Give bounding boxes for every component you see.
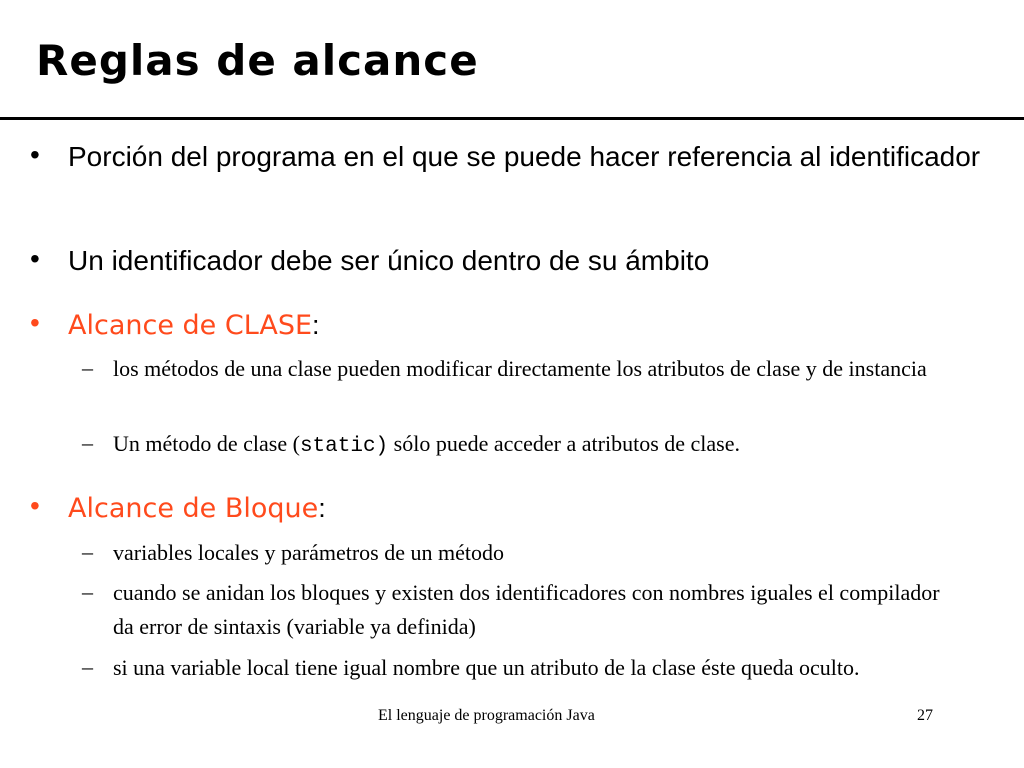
section-heading-suffix: : bbox=[312, 310, 320, 340]
sub-bullet-text: los métodos de una clase pueden modificar directamente los atributos de clase y de instancia bbox=[113, 356, 927, 381]
sub-bullet-marker: – bbox=[82, 430, 93, 455]
sub-bullet-text: variables locales y parámetros de un método bbox=[113, 540, 504, 565]
section-heading-text: Alcance de CLASE bbox=[68, 310, 313, 341]
bullet-text: Porción del programa en el que se puede hacer referencia al identificador bbox=[68, 141, 981, 172]
page-number: 27 bbox=[917, 707, 933, 724]
bullet-marker: • bbox=[30, 139, 40, 170]
section-heading bbox=[68, 490, 1008, 527]
slide-title: Reglas de alcance bbox=[36, 36, 479, 85]
sub-bullet-marker: – bbox=[82, 355, 93, 380]
bullet-marker: • bbox=[30, 490, 40, 521]
sub-bullet-marker: – bbox=[82, 539, 93, 564]
sub-bullet-text-after: sólo puede acceder a atributos de clase. bbox=[388, 431, 740, 456]
sub-bullet-text: cuando se anidan los bloques y existen dos identificadores con nombres iguales el compilador da error de sintaxis (variable ya definida) bbox=[113, 580, 940, 639]
footer-course-title: El lenguaje de programación Java bbox=[378, 707, 595, 724]
section-heading bbox=[68, 307, 1008, 344]
sub-bullet-marker: – bbox=[82, 654, 93, 679]
sub-bullet-marker: – bbox=[82, 579, 93, 604]
bullet-text: Un identificador debe ser único dentro de su ámbito bbox=[68, 245, 710, 276]
bullet-marker: • bbox=[30, 243, 40, 274]
sub-bullet-text: si una variable local tiene igual nombre que un atributo de la clase éste queda oculto. bbox=[113, 655, 860, 680]
sub-bullet-text-before: Un método de clase ( bbox=[113, 431, 300, 456]
code-keyword: static) bbox=[299, 435, 389, 458]
title-divider bbox=[0, 117, 1024, 120]
section-heading-suffix: : bbox=[318, 493, 326, 523]
bullet-marker: • bbox=[30, 307, 40, 338]
sub-bullet-text bbox=[113, 427, 953, 464]
section-heading-text: Alcance de Bloque bbox=[68, 493, 319, 524]
